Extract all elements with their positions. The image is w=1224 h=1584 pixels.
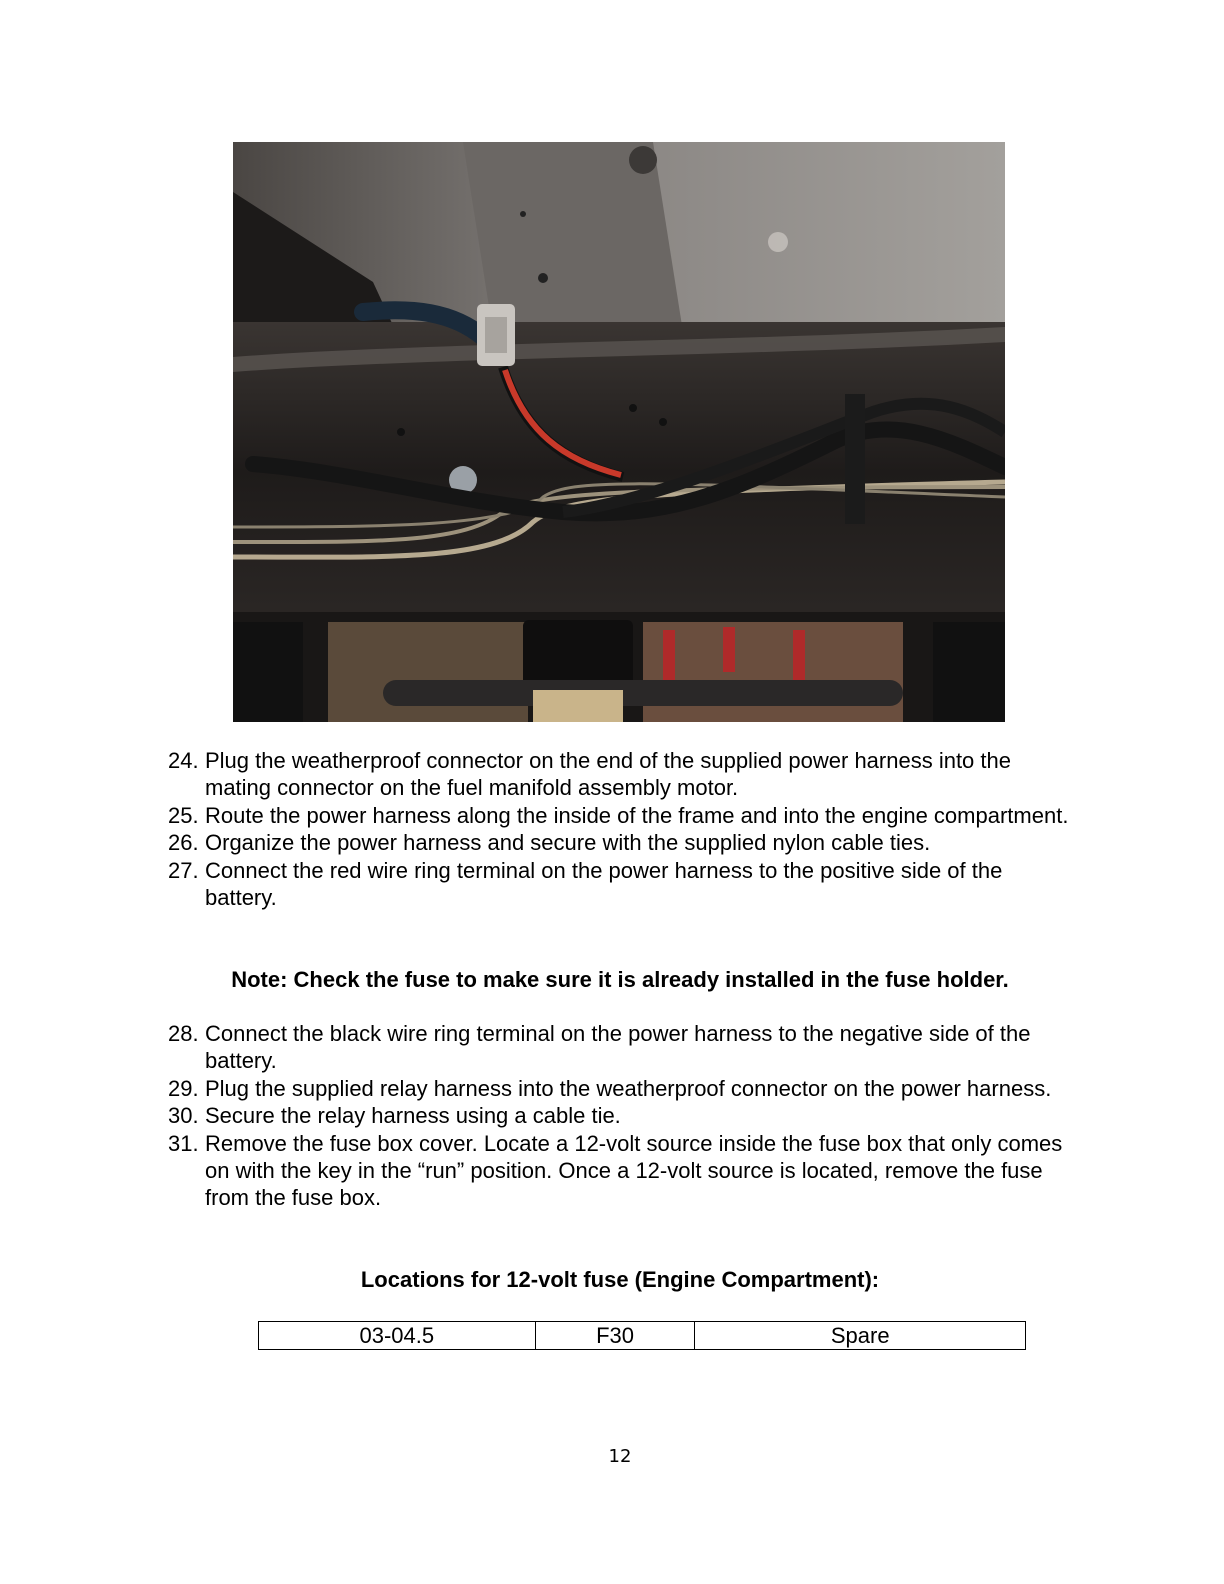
step-number: 30. [168, 1103, 199, 1129]
step-text: Connect the red wire ring terminal on the power harness to the positive side of the battery. [205, 857, 1003, 911]
table-row [259, 1322, 1026, 1350]
step-item [168, 747, 1078, 802]
fuse-location-table [258, 1321, 1026, 1350]
step-number: 24. [168, 748, 199, 773]
step-text: Route the power harness along the inside of the frame and into the engine compartment. [205, 802, 1069, 828]
step-item [168, 1102, 1078, 1129]
harness-photo [233, 142, 1005, 722]
table-cell-fuse: F30 [535, 1322, 695, 1350]
step-text: Connect the black wire ring terminal on the power harness to the negative side of the battery. [205, 1021, 1031, 1074]
step-text: Plug the supplied relay harness into the weatherproof connector on the power harness. [205, 1075, 1052, 1101]
instruction-steps-part2 [168, 1020, 1078, 1212]
fuse-note: Note: Check the fuse to make sure it is already installed in the fuse holder. [231, 967, 1009, 992]
step-text: Secure the relay harness using a cable tie. [205, 1103, 621, 1129]
step-number: 31. [168, 1130, 199, 1156]
step-number: 29. [168, 1075, 199, 1101]
step-item [168, 1075, 1078, 1102]
step-item [168, 1020, 1078, 1075]
step-item [168, 857, 1078, 912]
step-number: 25. [168, 802, 199, 828]
step-text: Remove the fuse box cover. Locate a 12-volt source inside the fuse box that only comes on with the key in the “run” position. Once a 12-volt source is located, remove the fuse from the fuse box. [205, 1130, 1063, 1211]
step-number: 26. [168, 830, 199, 856]
step-text: Plug the weatherproof connector on the end of the supplied power harness into the mating connector on the fuel manifold assembly motor. [205, 748, 1011, 801]
fuse-table-title: Locations for 12-volt fuse (Engine Compartment): [360, 1267, 880, 1292]
instruction-steps-part1 [168, 747, 1078, 911]
step-text: Organize the power harness and secure with the supplied nylon cable ties. [205, 830, 931, 856]
table-cell-years: 03-04.5 [259, 1322, 536, 1350]
step-item [168, 829, 1078, 856]
step-number: 28. [168, 1021, 199, 1046]
step-item [168, 802, 1078, 829]
table-cell-description: Spare [695, 1322, 1026, 1350]
step-number: 27. [168, 857, 199, 883]
step-item [168, 1130, 1078, 1212]
page-number: 12 [608, 1446, 632, 1467]
